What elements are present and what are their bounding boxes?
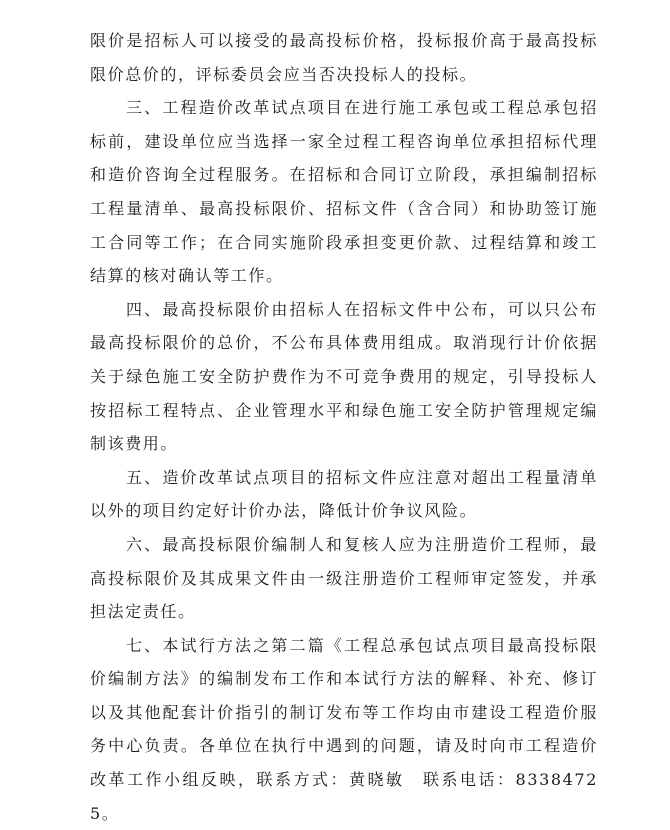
paragraph-item-five: 五、造价改革试点项目的招标文件应注意对超出工程量清单以外的项目约定好计价办法，降低计价争议风险。 <box>90 467 598 521</box>
paragraph-price-limit-continuation: 限价是招标人可以接受的最高投标价格，投标报价高于最高投标限价总价的，评标委员会应当否决投标人的投标。 <box>90 31 598 84</box>
paragraph-item-three: 三、工程造价改革试点项目在进行施工承包或工程总承包招标前，建设单位应当选择一家全过程工程咨询单位承担招标代理和造价咨询全过程服务。在招标和合同订立阶段，承担编制招标工程量清单、最高投标限价、招标文件（含合同）和协助签订施工合同等工作；在合同实施阶段承担变更价款、过程结算和竣工结算的核对确认等工作。 <box>90 98 598 286</box>
paragraph-item-seven: 七、本试行方法之第二篇《工程总承包试点项目最高投标限价编制方法》的编制发布工作和本试行方法的解释、补充、修订以及其他配套计价指引的制订发布等工作均由市建设工程造价服务中心负责。各单位在执行中遇到的问题，请及时向市工程造价改革工作小组反映，联系方式：黄晓敏 联系电话：83384725。 <box>90 635 598 823</box>
paragraph-item-four: 四、最高投标限价由招标人在招标文件中公布，可以只公布最高投标限价的总价，不公布具体费用组成。取消现行计价依据关于绿色施工安全防护费作为不可竞争费用的规定，引导投标人按招标工程特点、企业管理水平和绿色施工安全防护管理规定编制该费用。 <box>90 299 598 454</box>
paragraph-item-six: 六、最高投标限价编制人和复核人应为注册造价工程师，最高投标限价及其成果文件由一级注册造价工程师审定签发，并承担法定责任。 <box>90 534 598 622</box>
